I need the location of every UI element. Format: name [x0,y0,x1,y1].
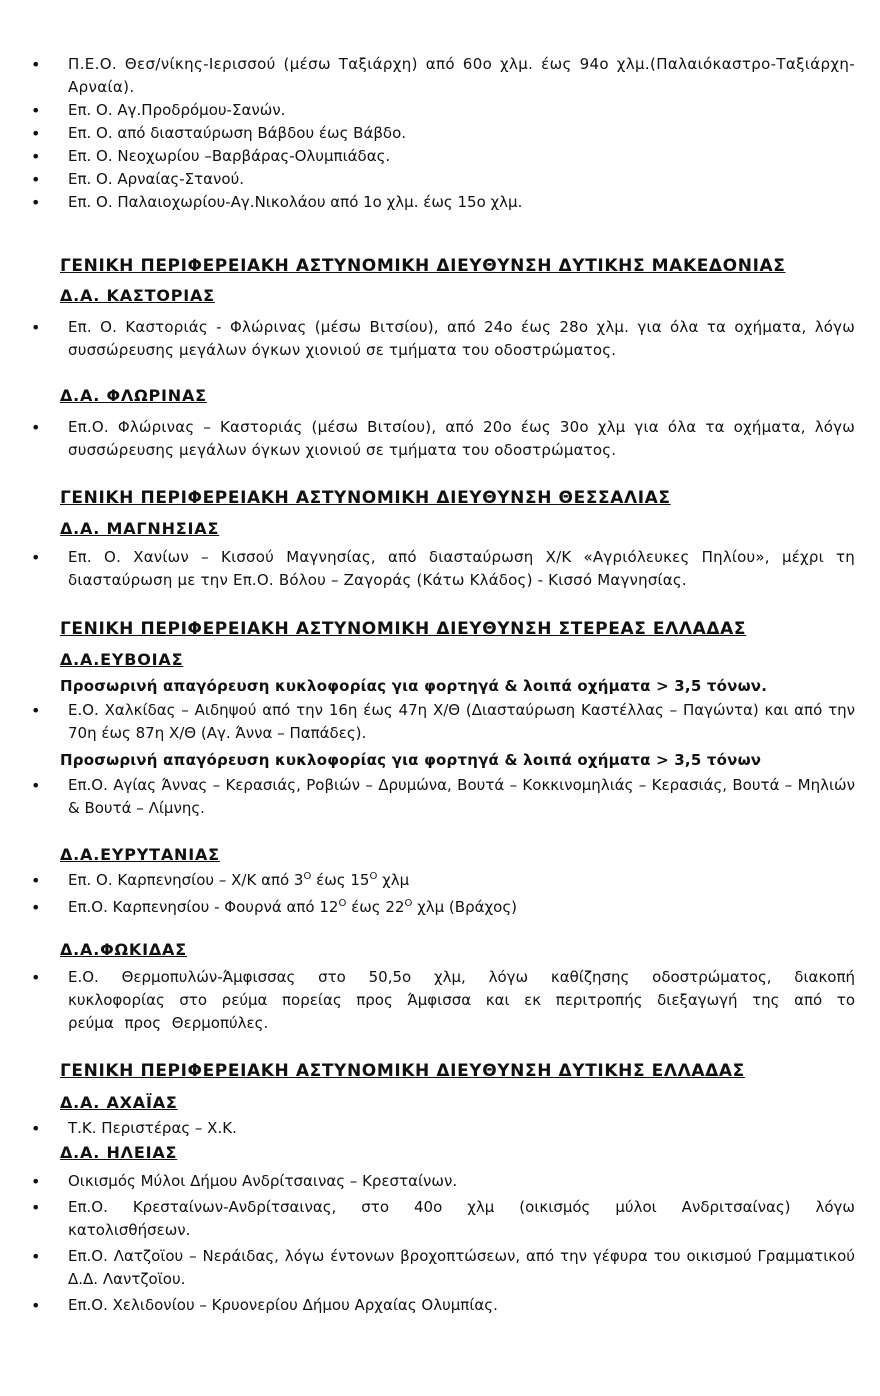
list-item: • Επ. Ο. Αρναίας-Στανού. [60,168,855,191]
subsection-title-evrytania: Δ.Α.ΕΥΡΥΤΑΝΙΑΣ [60,845,220,864]
list-item: • Επ. Ο. Καστοριάς - Φλώρινας (μέσω Βιτσίου), από 24ο έως 28ο χλμ. για όλα τα οχήματα, λόγω συσσώρευσης μεγάλων όγκων χιονιού σε τμήματα του οδοστρώματος. [60,316,855,362]
item-text: χλμ (Βράχος) [412,898,517,916]
list-item: • Οικισμός Μύλοι Δήμου Ανδρίτσαινας – Κρεσταίνων. [60,1170,855,1193]
kastoria-list [60,316,855,362]
list-item [60,896,855,919]
florina-list [60,416,855,462]
list-item: • Επ.Ο. Φλώρινας – Καστοριάς (μέσω Βιτσίου), από 20ο έως 30ο χλμ για όλα τα οχήματα, λόγω συσσώρευσης μεγάλων όγκων χιονιού σε τμήματα του οδοστρώματος. [60,416,855,462]
list-item: • Επ.Ο. Λατζοϊου – Νεράιδας, λόγω έντονων βροχοπτώσεων, από την γέφυρα του οικισμού Γραμματικού Δ.Δ. Λαντζοϊου. [60,1245,855,1291]
degree-mark: Ο [404,898,413,909]
subsection-title-florina: Δ.Α. ΦΛΩΡΙΝΑΣ [60,386,207,405]
list-item: • Επ.Ο. Κρεσταίνων-Ανδρίτσαινας, στο 40ο χλμ (οικισμός μύλοι Ανδριτσαίνας) λόγω κατολισθήσεων. [60,1196,855,1242]
list-item: • Επ.Ο. Αγίας Άννας – Κερασιάς, Ροβιών – Δρυμώνα, Βουτά – Κοκκινομηλιάς – Κερασιάς, Βουτά – Μηλιών & Βουτά – Λίμνης. [60,774,855,820]
list-item [60,869,855,892]
degree-mark: Ο [303,871,312,882]
item-text: έως 15 [311,871,370,889]
fokida-list [60,966,855,1035]
evoia-list-2 [60,774,855,820]
list-item: • Ε.Ο. Χαλκίδας – Αιδηψού από την 16η έως 47η Χ/Θ (Διασταύρωση Καστέλλας – Παγώντα) και από την 70η έως 87η Χ/Θ (Αγ. Άννα – Παπάδες). [60,699,855,745]
evoia-list-1 [60,699,855,745]
restriction-note: Προσωρινή απαγόρευση κυκλοφορίας για φορτηγά & λοιπά οχήματα > 3,5 τόνων. [60,677,768,695]
list-item: • Επ. Ο. Νεοχωρίου –Βαρβάρας-Ολυμπιάδας. [60,145,855,168]
list-item: • Επ. Ο. Αγ.Προδρόμου-Σανών. [60,99,855,122]
ileia-list [60,1170,855,1317]
subsection-title-achaia: Δ.Α. ΑΧΑΪΑΣ [60,1093,178,1112]
subsection-title-evoia: Δ.Α.ΕΥΒΟΙΑΣ [60,650,184,669]
evrytania-list [60,869,855,919]
item-text: χλμ [377,871,410,889]
section-heading-dytiki-ellada: ΓΕΝΙΚΗ ΠΕΡΙΦΕΡΕΙΑΚΗ ΑΣΤΥΝΟΜΙΚΗ ΔΙΕΥΘΥΝΣΗ ΔΥΤΙΚΗΣ ΕΛΛΑΔΑΣ [60,1061,745,1081]
section-heading-sterea: ΓΕΝΙΚΗ ΠΕΡΙΦΕΡΕΙΑΚΗ ΑΣΤΥΝΟΜΙΚΗ ΔΙΕΥΘΥΝΣΗ ΣΤΕΡΕΑΣ ΕΛΛΑΔΑΣ [60,619,747,639]
list-item: • Π.Ε.Ο. Θεσ/νίκης-Ιερισσού (μέσω Ταξιάρχη) από 60ο χλμ. έως 94ο χλμ.(Παλαιόκαστρο-Ταξιάρχη-Αρναία). [60,53,855,99]
item-text: Επ. Ο. Καρπενησίου – Χ/Κ από 3 [68,871,304,889]
top-road-list [60,53,855,214]
list-item: • Ε.Ο. Θερμοπυλών-Άμφισσας στο 50,5ο χλμ, λόγω καθίζησης οδοστρώματος, διακοπή κυκλοφορίας στο ρεύμα πορείας προς Άμφισσα και εκ περιτροπής διεξαγωγή της από το ρεύμα προς Θερμοπύλες. [60,966,855,1035]
degree-mark: Ο [338,898,347,909]
list-item: • Επ. Ο. Χανίων – Κισσού Μαγνησίας, από διασταύρωση Χ/Κ «Αγριόλευκες Πηλίου», μέχρι τη διασταύρωση με την Επ.Ο. Βόλου – Ζαγοράς (Κάτω Κλάδος) - Κισσό Μαγνησίας. [60,546,855,592]
subsection-title-ileia: Δ.Α. ΗΛΕΙΑΣ [60,1143,178,1162]
list-item: • Τ.Κ. Περιστέρας – Χ.Κ. [60,1117,855,1140]
item-text: έως 22 [346,898,405,916]
degree-mark: Ο [369,871,378,882]
subsection-title-kastoria: Δ.Α. ΚΑΣΤΟΡΙΑΣ [60,286,215,305]
section-heading-dytiki-makedonia: ΓΕΝΙΚΗ ΠΕΡΙΦΕΡΕΙΑΚΗ ΑΣΤΥΝΟΜΙΚΗ ΔΙΕΥΘΥΝΣΗ ΔΥΤΙΚΗΣ ΜΑΚΕΔΟΝΙΑΣ [60,256,786,276]
subsection-title-magnisia: Δ.Α. ΜΑΓΝΗΣΙΑΣ [60,519,220,538]
subsection-title-fokida: Δ.Α.ΦΩΚΙΔΑΣ [60,940,187,959]
section-heading-thessalia: ΓΕΝΙΚΗ ΠΕΡΙΦΕΡΕΙΑΚΗ ΑΣΤΥΝΟΜΙΚΗ ΔΙΕΥΘΥΝΣΗ ΘΕΣΣΑΛΙΑΣ [60,488,671,508]
list-item: • Επ.Ο. Χελιδονίου – Κρυονερίου Δήμου Αρχαίας Ολυμπίας. [60,1294,855,1317]
item-text: Επ.Ο. Καρπενησίου - Φουρνά από 12 [68,898,339,916]
magnisia-list [60,546,855,592]
list-item: • Επ. Ο. από διασταύρωση Βάβδου έως Βάβδο. [60,122,855,145]
restriction-note: Προσωρινή απαγόρευση κυκλοφορίας για φορτηγά & λοιπά οχήματα > 3,5 τόνων [60,751,762,769]
achaia-list [60,1117,855,1140]
list-item: • Επ. Ο. Παλαιοχωρίου-Αγ.Νικολάου από 1ο χλμ. έως 15ο χλμ. [60,191,855,214]
